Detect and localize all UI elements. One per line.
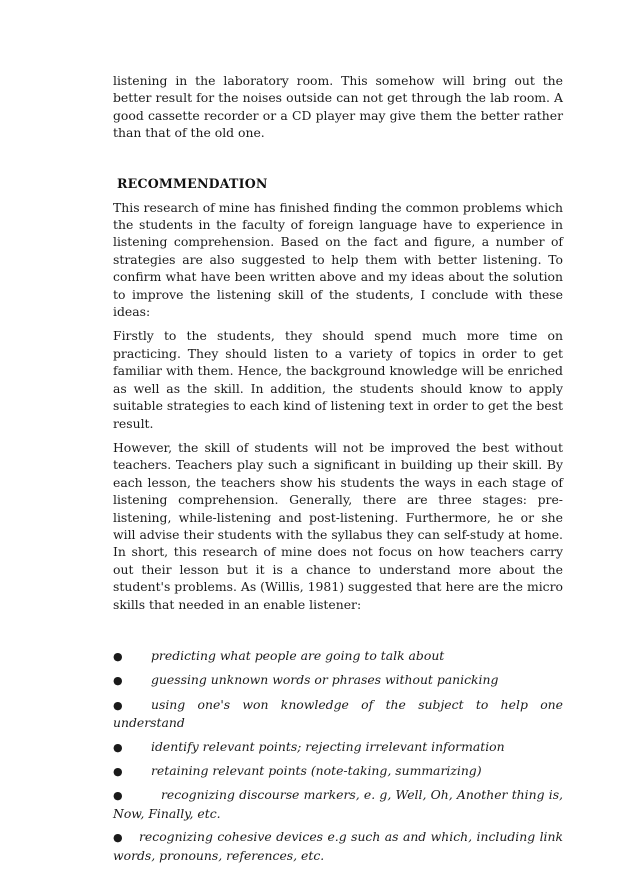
bullet-icon: ●	[113, 831, 123, 845]
bullet-icon: ●	[113, 674, 123, 688]
list-item-text: recognizing discourse markers, e. g, Well, Oh, Another thing is, Now, Finally, etc.	[113, 787, 563, 821]
bullet-icon: ●	[113, 740, 123, 754]
list-item	[113, 786, 563, 822]
list-item	[113, 738, 563, 756]
body-paragraph: Firstly to the students, they should spend much more time on practicing. They should listen to a variety of topics in order to get familiar with them. Hence, the background knowledge will be enriched as well as the skill. In addition, the students should know to apply suitable strategies to each kind of listening text in order to get the best result.	[113, 328, 563, 431]
list-item	[113, 828, 563, 864]
bullet-icon: ●	[113, 765, 123, 778]
intro-paragraph: listening in the laboratory room. This somehow will bring out the better result for the noises outside can not get through the lab room. A good cassette recorder or a CD player may give them the better rather than that of the old one.	[113, 73, 563, 141]
bullet-icon: ●	[113, 789, 123, 803]
list-item-text: recognizing cohesive devices e.g such as and which, including link words, pronouns, references, etc.	[113, 829, 563, 863]
list-item-text: using one's won knowledge of the subject to help one understand	[113, 696, 563, 731]
section-heading: RECOMMENDATION	[117, 175, 268, 191]
body-paragraph: This research of mine has finished finding the common problems which the students in the faculty of foreign language have to experience in listening comprehension. Based on the fact and figure, a number of strategies are also suggested to help them with better listening. To confirm what have been written above and my ideas about the solution to improve the listening skill of the students, I conclude with these ideas:	[113, 199, 563, 320]
list-item	[113, 762, 563, 780]
list-item	[113, 671, 563, 689]
bullet-icon: ●	[113, 649, 123, 663]
list-item-text: identify relevant points; rejecting irrelevant information	[151, 738, 505, 754]
document-page	[113, 72, 563, 870]
list-item	[113, 696, 563, 732]
body-paragraph: However, the skill of students will not be improved the best without teachers. Teachers play such a significant in building up their skill. By each lesson, the teachers show his students the ways in each stage of listening comprehension. Generally, there are three stages: pre-listening, while-listening and post-listening. Furthermore, he or she will advise their students with the syllabus they can self-study at home. In short, this research of mine does not focus on how teachers carry out their lesson but it is a chance to understand more about the student's problems. As (Willis, 1981) suggested that here are the micro skills that needed in an enable listener:	[113, 439, 563, 612]
list-item-text: guessing unknown words or phrases without panicking	[151, 672, 499, 688]
bullet-icon: ●	[113, 698, 123, 712]
list-item	[113, 647, 563, 665]
micro-skills-list	[113, 647, 563, 864]
list-item-text: retaining relevant points (note-taking, summarizing)	[151, 763, 482, 778]
list-item-text: predicting what people are going to talk about	[151, 647, 445, 663]
